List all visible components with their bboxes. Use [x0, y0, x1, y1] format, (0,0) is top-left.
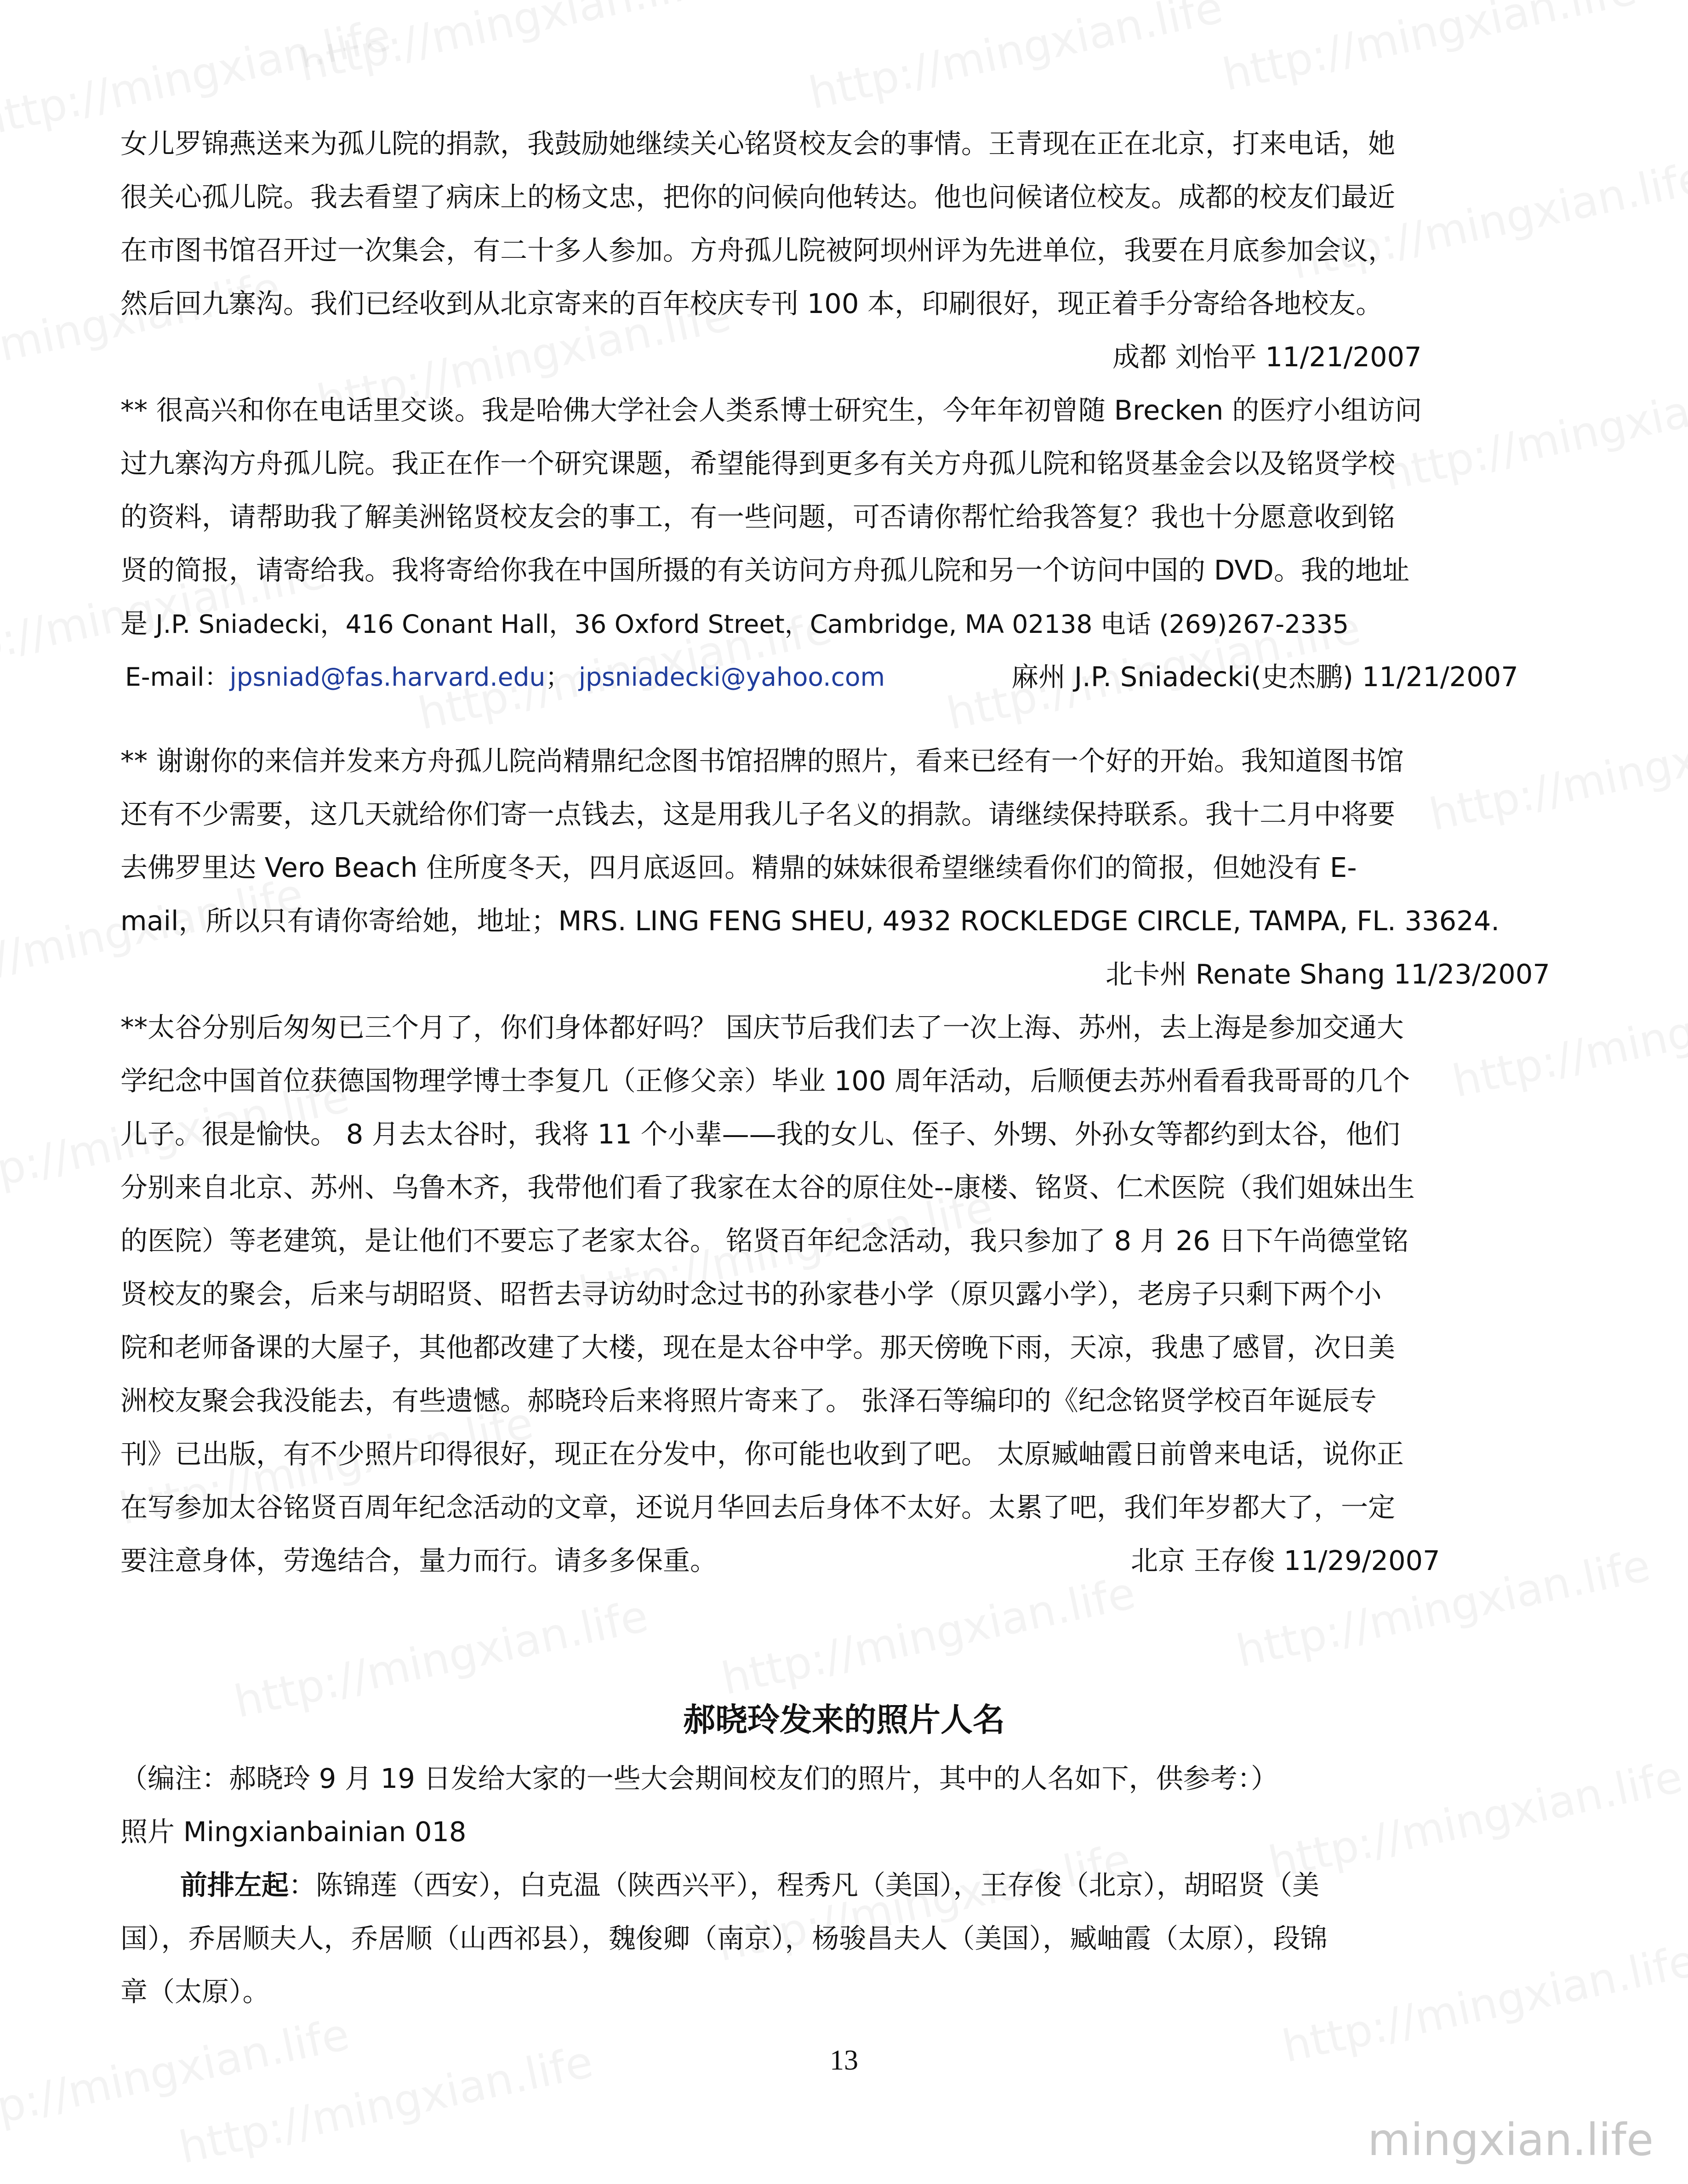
text-line: 很关心孤儿院。我去看望了病床上的杨文忠，把你的问候向他转达。他也问候诸位校友。成都的校友们最近 — [120, 181, 1396, 213]
photo-label: 照片 Mingxianbainian 018 — [120, 1816, 467, 1848]
name-list-line — [180, 1867, 1319, 1904]
text-line: ** 谢谢你的来信并发来方舟孤儿院尚精鼎纪念图书馆招牌的照片，看来已经有一个好的开始。我知道图书馆 — [120, 745, 1404, 777]
text-line: 分别来自北京、苏州、乌鲁木齐，我带他们看了我家在太谷的原住处--康楼、铭贤、仁术医院（我们姐妹出生 — [120, 1172, 1415, 1203]
watermark — [294, 0, 717, 92]
text-line: 去佛罗里达 Vero Beach 住所度冬天，四月底返回。精鼎的妹妹很希望继续看你们的简报，但她没有 E- — [120, 852, 1357, 883]
corner-watermark: mingxian.life — [1368, 2114, 1654, 2166]
email-link[interactable]: jpsniad@fas.harvard.edu — [229, 662, 546, 692]
text-line: 儿子。很是愉快。 8 月去太谷时，我将 11 个小辈——我的女儿、侄子、外甥、外孙女等都约到太谷，他们 — [120, 1118, 1400, 1150]
email-link[interactable]: jpsniadecki@yahoo.com — [578, 662, 885, 692]
address-line — [120, 605, 1349, 643]
watermark — [717, 1567, 1140, 1705]
text-line: 学纪念中国首位获德国物理学博士李复几（正修父亲）毕业 100 周年活动，后顺便去苏州看看我哥哥的几个 — [120, 1065, 1410, 1097]
address-prefix: 是 — [120, 608, 148, 639]
name-list-text: ：陈锦莲（西安），白克温（陕西兴平），程秀凡（美国），王存俊（北京），胡昭贤（美 — [289, 1869, 1320, 1901]
text-line: 在市图书馆召开过一次集会，有二十多人参加。方舟孤儿院被阿坝州评为先进单位，我要在月底参加会议， — [120, 234, 1396, 266]
text-line: 要注意身体，劳逸结合，量力而行。请多多保重。 — [120, 1545, 718, 1576]
name-list-line: 国），乔居顺夫人，乔居顺（山西祁县），魏俊卿（南京），杨骏昌夫人（美国），臧岫霞（太原），段锦 — [120, 1922, 1328, 1954]
text-line: 女儿罗锦燕送来为孤儿院的捐款，我鼓励她继续关心铭贤校友会的事情。王青现在正在北京，打来电话，她 — [120, 128, 1396, 159]
letter-signature: 北京 王存俊 11/29/2007 — [1131, 1545, 1440, 1576]
watermark — [1379, 363, 1688, 501]
text-line: mail，所以只有请你寄给她，地址；MRS. LING FENG SHEU, 4932 ROCKLEDGE CIRCLE, TAMPA, FL. 33624. — [120, 905, 1500, 937]
text-line: 的医院）等老建筑，是让他们不要忘了老家太谷。 铭贤百年纪念活动，我只参加了 8 月 26 日下午尚德堂铭 — [120, 1225, 1409, 1257]
letter-signature: 麻州 J.P. Sniadecki(史杰鹏) 11/21/2007 — [1011, 661, 1518, 693]
text-line: 洲校友聚会我没能去，有些遗憾。郝晓玲后来将照片寄来了。 张泽石等编印的《纪念铭贤学校百年诞辰专 — [120, 1385, 1377, 1416]
letter-signature: 北卡州 Renate Shang 11/23/2007 — [1106, 958, 1550, 990]
editor-note: （编注：郝晓玲 9 月 19 日发给大家的一些大会期间校友们的照片，其中的人名如下，供参考：） — [120, 1763, 1278, 1794]
page-number: 13 — [830, 2045, 858, 2076]
section-title: 郝晓玲发来的照片人名 — [683, 1701, 1005, 1739]
watermark — [1264, 1751, 1687, 1889]
email-line — [125, 659, 885, 695]
watermark — [1425, 703, 1688, 841]
watermark — [1218, 0, 1641, 101]
row-label: 前排左起 — [180, 1869, 289, 1901]
text-line: 然后回九寨沟。我们已经收到从北京寄来的百年校庆专刊 100 本，印刷很好，现正着手分寄给各地校友。 — [120, 288, 1383, 319]
email-label: E-mail： — [125, 662, 230, 692]
watermark — [0, 2008, 354, 2146]
email-separator: ； — [545, 662, 571, 692]
text-line: 刊》已出版，有不少照片印得很好，现正在分发中，你可能也收到了吧。 太原臧岫霞日前曾来电话，说你正 — [120, 1438, 1404, 1470]
text-line: 还有不少需要，这几天就给你们寄一点钱去，这是用我儿子名义的捐款。请继续保持联系。我十二月中将要 — [120, 798, 1396, 830]
name-list-line: 章（太原）。 — [120, 1976, 270, 2008]
text-line: 贤的简报，请寄给我。我将寄给你我在中国所摄的有关访问方舟孤儿院和另一个访问中国的 DVD。我的地址 — [120, 554, 1409, 586]
watermark — [804, 0, 1227, 119]
text-line: ** 很高兴和你在电话里交谈。我是哈佛大学社会人类系博士研究生，今年年初曾随 Brecken 的医疗小组访问 — [120, 394, 1422, 426]
text-line: 院和老师备课的大屋子，其他都改建了大楼，现在是太谷中学。那天傍晚下雨，天凉，我患了感冒，次日美 — [120, 1331, 1396, 1363]
letter-signature: 成都 刘怡平 11/21/2007 — [1112, 341, 1422, 373]
address-text: J.P. Sniadecki，416 Conant Hall，36 Oxford Street，Cambridge, MA 02138 电话 (269)267-2335 — [148, 609, 1349, 639]
watermark — [0, 262, 285, 400]
text-line: 的资料，请帮助我了解美洲铭贤校友会的事工，有一些问题，可否请你帮忙给我答复？我也十分愿意收到铭 — [120, 501, 1396, 533]
text-line: 过九寨沟方舟孤儿院。我正在作一个研究课题，希望能得到更多有关方舟孤儿院和铭贤基金会以及铭贤学校 — [120, 448, 1396, 479]
text-line: **太谷分别后匆匆已三个月了，你们身体都好吗？ 国庆节后我们去了一次上海、苏州，去上海是参加交通大 — [120, 1012, 1404, 1043]
text-line: 在写参加太谷铭贤百周年纪念活动的文章，还说月华回去后身体不太好。太累了吧，我们年岁都大了，一定 — [120, 1491, 1396, 1523]
text-line: 贤校友的聚会，后来与胡昭贤、昭哲去寻访幼时念过书的孙家巷小学（原贝露小学），老房子只剩下两个小 — [120, 1278, 1382, 1310]
